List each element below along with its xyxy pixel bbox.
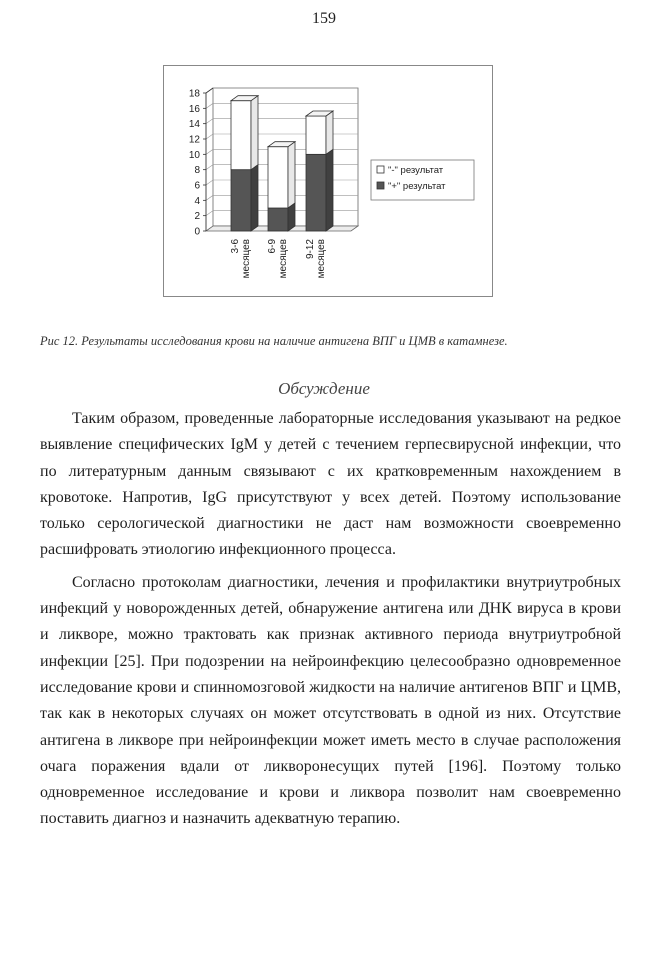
y-tick-label: 0 bbox=[194, 226, 200, 238]
page-number: 159 bbox=[312, 10, 336, 27]
bar-positive-3-front bbox=[306, 154, 326, 231]
y-tick-label: 16 bbox=[188, 103, 200, 115]
bar-positive-3 bbox=[306, 149, 333, 231]
x-category-label: 9-12месяцев bbox=[305, 239, 327, 279]
bar-negative-3 bbox=[306, 111, 333, 154]
bar-negative-1-front bbox=[231, 101, 251, 170]
legend-swatch-negative bbox=[377, 166, 384, 173]
y-tick-label: 14 bbox=[188, 119, 200, 131]
y-tick-label: 8 bbox=[194, 165, 200, 177]
y-tick-label: 2 bbox=[194, 211, 200, 223]
legend-label-positive: "+" результат bbox=[388, 181, 446, 192]
bar-negative-3-front bbox=[306, 116, 326, 154]
legend-label-negative: "-" результат bbox=[388, 165, 444, 176]
bar-positive-3-side bbox=[326, 149, 333, 231]
bar-negative-2 bbox=[268, 142, 295, 208]
x-category-label: 3-6месяцев bbox=[230, 239, 252, 279]
bar-negative-3-side bbox=[326, 111, 333, 154]
y-tick-label: 4 bbox=[194, 195, 200, 207]
paragraph-2: Согласно протоколам диагностики, лечения и профилактики внутриутробных инфекций у новорожденных детей, обнаружение антигена или ДНК вируса в крови и ликворе, можно трактовать как признак активного периода внутриутробной инфекции [25]. При подозрении на нейроинфекцию целесообразно одновременное исследование крови и спинномозговой жидкости на наличие антигенов ВПГ и ЦМВ, так как в некоторых случаях он может отсутствовать в одной из них. Отсутствие антигена в ликворе при нейроинфекции может иметь место в случае расположения очага поражения вдали от ликворонесущих путей [196]. Поэтому только одновременное исследование и крови и ликвора позволит нам своевременно поставить диагноз и назначить адекватную терапию. bbox=[40, 573, 621, 828]
bar-negative-2-side bbox=[288, 142, 295, 208]
x-category-label: 6-9месяцев bbox=[267, 239, 289, 279]
section-heading: Обсуждение bbox=[278, 379, 370, 398]
bar-negative-1-side bbox=[251, 96, 258, 170]
bar-positive-1 bbox=[231, 165, 258, 231]
y-tick-label: 6 bbox=[194, 180, 200, 192]
bar-positive-2-front bbox=[268, 208, 288, 231]
bar-positive-1-front bbox=[231, 170, 251, 231]
paragraph-1: Таким образом, проведенные лабораторные исследования указывают на редкое выявление специфических IgM у детей с течением герпесвирусной инфекции, что по литературным данным связывают с их кратковременным нахождением в кровотоке. Напротив, IgG присутствуют у всех детей. Поэтому использование только серологической диагностики не даст нам возможности своевременно расшифровать этиологию инфекционного процесса. bbox=[40, 410, 621, 559]
figure-caption: Рис 12. Результаты исследования крови на наличие антигена ВПГ и ЦМВ в катамнезе. bbox=[40, 334, 508, 348]
bar-negative-2-front bbox=[268, 147, 288, 208]
legend-swatch-positive bbox=[377, 182, 384, 189]
stacked-bar-chart bbox=[163, 65, 493, 297]
bar-negative-1 bbox=[231, 96, 258, 170]
body-text bbox=[40, 406, 621, 833]
chart-figure bbox=[163, 65, 493, 297]
y-tick-label: 12 bbox=[188, 134, 200, 146]
y-tick-label: 18 bbox=[188, 88, 200, 100]
bar-positive-1-side bbox=[251, 165, 258, 231]
y-tick-label: 10 bbox=[188, 149, 200, 161]
